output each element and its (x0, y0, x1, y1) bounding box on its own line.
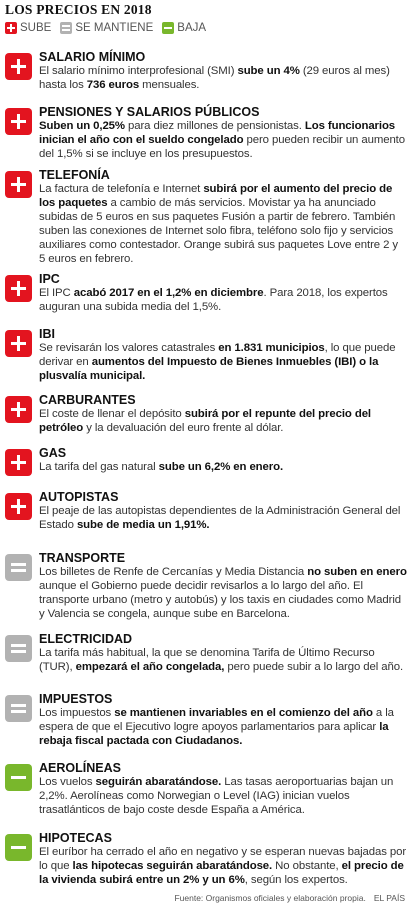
plus-icon (5, 53, 32, 80)
item-body: El coste de llenar el depósito subirá por el repunte del precio del petróleo y la devaluación del euro frente al dólar. (39, 408, 371, 434)
legend-up-label: SUBE (20, 22, 52, 34)
legend-down (162, 22, 206, 34)
footer-source: Fuente: Organismos oficiales y elaboración propia. (174, 893, 366, 903)
minus-icon (162, 22, 174, 34)
item-heading: AEROLÍNEAS (39, 761, 121, 775)
item-body: Los impuestos se mantienen invariables en el comienzo del año a la espera de que el Ejecutivo logre apoyos parlamentarios para aplicar la rebaja fiscal pactada con Ciudadanos. (39, 707, 394, 747)
item-body: La tarifa más habitual, la que se denomina Tarifa de Último Recurso (TUR), empezará el año congelada, pero puede subir a lo largo del año. (39, 647, 404, 673)
item-heading: PENSIONES Y SALARIOS PÚBLICOS (39, 105, 260, 119)
plus-icon (5, 330, 32, 357)
item-body: El IPC acabó 2017 en el 1,2% en diciembre. Para 2018, los expertos auguran una subida media del 1,5%. (39, 287, 388, 313)
item-heading: HIPOTECAS (39, 831, 112, 845)
item-body: La factura de telefonía e Internet subirá por el aumento del precio de los paquetes a cambio de más servicios. Movistar ya ha anunciado subidas de 5 euros en sus paquetes Fusión a partir de febrero. También suben las conexiones de Internet solo fibra, teléfono solo fijo y servicios auxiliares como contestador. Orange subirá sus paquetes Love entre 2 y 5 euros en febrero. (39, 183, 398, 265)
legend (5, 21, 215, 35)
plus-icon (5, 493, 32, 520)
item-heading: TELEFONÍA (39, 168, 110, 182)
minus-icon (5, 834, 32, 861)
equals-icon (5, 635, 32, 662)
item-body: Suben un 0,25% para diez millones de pensionistas. Los funcionarios inician el año con el sueldo congelado pero pueden recibir un aumento del 1,5% si se incluye en los presupuestos. (39, 120, 405, 160)
item-heading: SALARIO MÍNIMO (39, 50, 146, 64)
plus-icon (5, 449, 32, 476)
item-heading: IBI (39, 327, 55, 341)
item-heading: ELECTRICIDAD (39, 632, 133, 646)
equals-icon (60, 22, 72, 34)
item-body: Los vuelos seguirán abaratándose. Las tasas aeroportuarias bajan un 2,2%. Aerolíneas como Norwegian o Level (IAG) inician vuelos trasatlánticos de bajo coste desde España a América. (39, 776, 394, 816)
equals-icon (5, 554, 32, 581)
item-body: La tarifa del gas natural sube un 6,2% en enero. (39, 461, 284, 473)
plus-icon (5, 108, 32, 135)
item-heading: GAS (39, 446, 67, 460)
plus-icon (5, 275, 32, 302)
plus-icon (5, 171, 32, 198)
item-heading: IMPUESTOS (39, 692, 113, 706)
item-body: El euríbor ha cerrado el año en negativo y se esperan nuevas bajadas por lo que las hipotecas seguirán abaratándose. No obstante, el precio de la vivienda subirá entre un 2% y un 6%, según los expertos. (39, 846, 407, 886)
item-body: Los billetes de Renfe de Cercanías y Media Distancia no suben en enero aunque el Gobierno puede decidir revisarlos a lo largo del año. El transporte urbano (metro y autobús) y los taxis en ciudades como Madrid y Valencia se congela, aunque sube en Barcelona. (39, 566, 407, 620)
minus-icon (5, 764, 32, 791)
item-heading: CARBURANTES (39, 393, 136, 407)
legend-same-label: SE MANTIENE (75, 22, 154, 34)
legend-same (60, 22, 153, 34)
plus-icon (5, 22, 17, 34)
item-body: El peaje de las autopistas dependientes de la Administración General del Estado sube de media un 1,91%. (39, 505, 401, 531)
legend-up (5, 22, 51, 34)
equals-icon (5, 695, 32, 722)
page-title: LOS PRECIOS EN 2018 (5, 2, 152, 17)
item-heading: AUTOPISTAS (39, 490, 119, 504)
legend-down-label: BAJA (177, 22, 207, 34)
plus-icon (5, 396, 32, 423)
item-heading: TRANSPORTE (39, 551, 126, 565)
item-body: Se revisarán los valores catastrales en 1.831 municipios, lo que puede derivar en aumentos del Impuesto de Bienes Inmuebles (IBI) o la plusvalía municipal. (39, 342, 396, 382)
footer-brand: EL PAÍS (373, 893, 405, 903)
item-heading: IPC (39, 272, 60, 286)
item-body: El salario mínimo interprofesional (SMI) sube un 4% (29 euros al mes) hasta los 736 euros mensuales. (39, 65, 390, 91)
footer (166, 893, 405, 903)
